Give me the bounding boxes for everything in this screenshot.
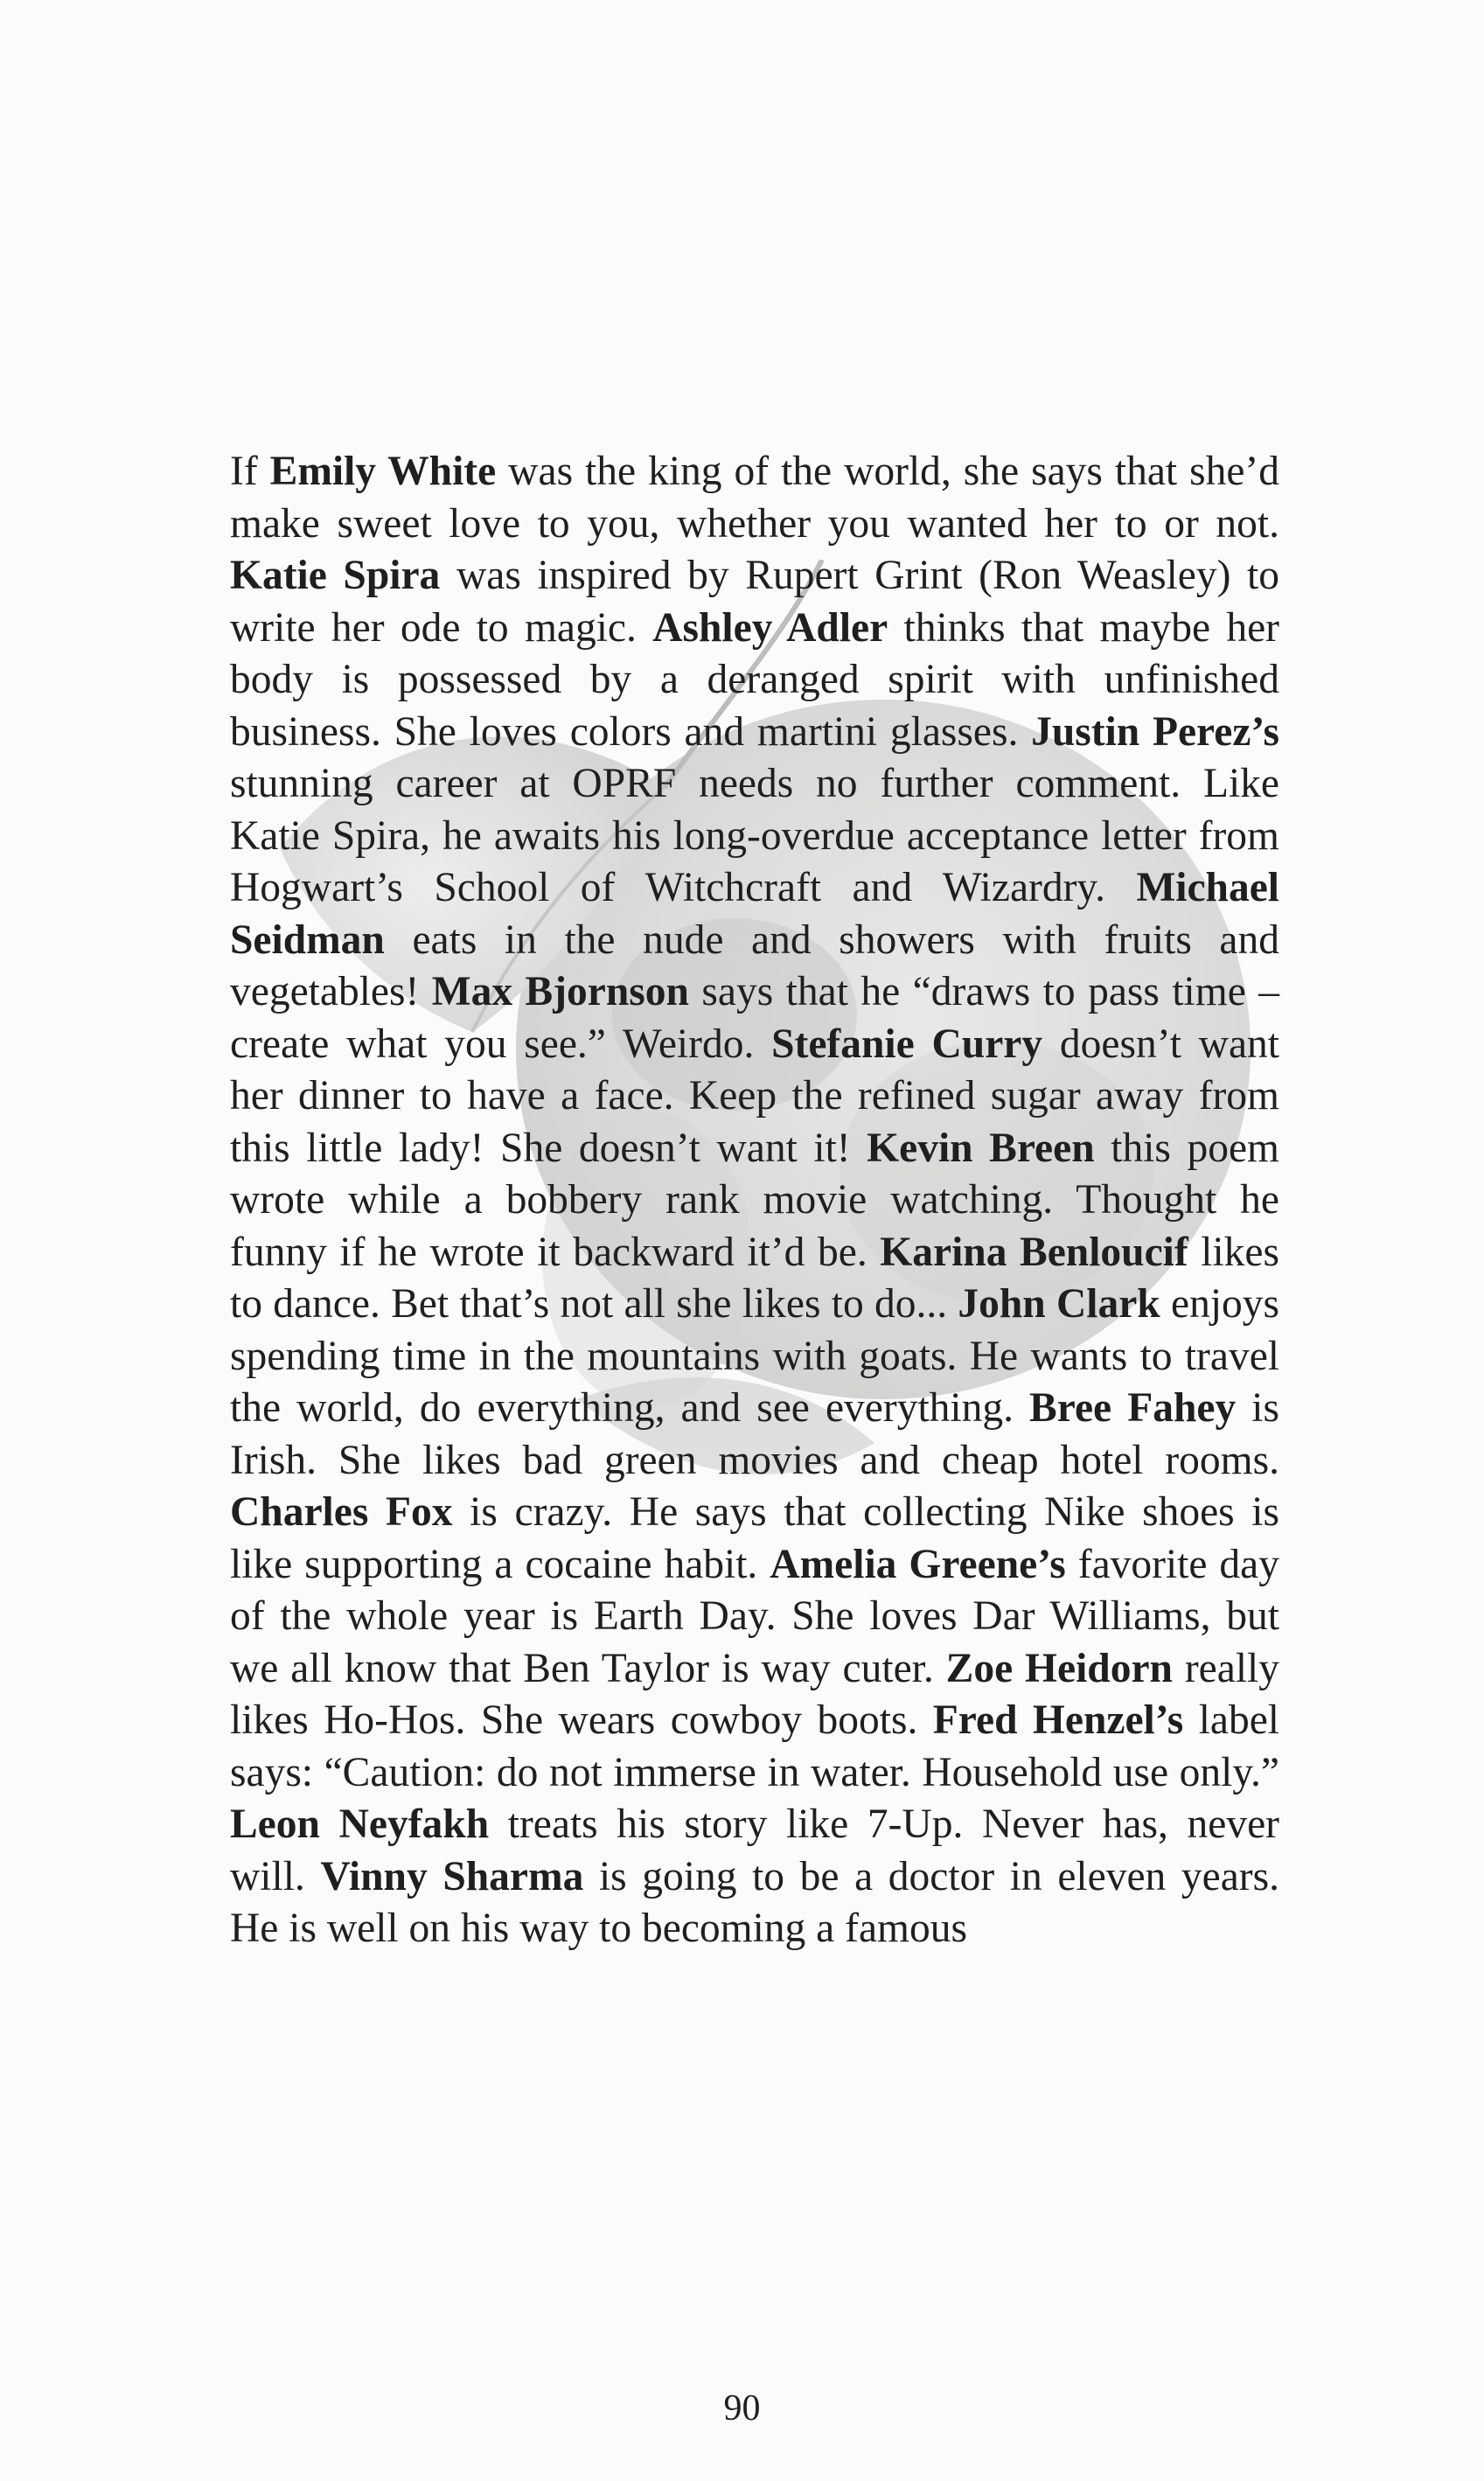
bio-text-run: was the king of the world, she says that she’d make sweet love to you, whether you wanted her to or not. (230, 449, 1279, 547)
bio-text-run: doesn’t want her dinner to have a face. Keep the refined sugar away from this little lady! She doesn’t want it! (230, 1021, 1280, 1171)
bio-text-run: likes to dance. Bet that’s not all she likes to do... (230, 1229, 1279, 1327)
student-name: Justin Perez’s (1031, 708, 1279, 755)
bio-text-run: thinks that maybe her body is possessed by a deranged spirit with unfinished business. She loves colors and martini glasses. (230, 604, 1280, 755)
bio-text-run: says that he “draws to pass time – create what you see.” Weirdo. (230, 969, 1279, 1067)
student-name: Ashley Adler (652, 604, 888, 651)
bio-text-run: If (230, 449, 270, 494)
student-name: Max Bjornson (431, 969, 689, 1014)
bio-text-run: really likes Ho-Hos. She wears cowboy boots. (230, 1645, 1279, 1743)
student-name: Fred Henzel’s (932, 1697, 1184, 1743)
bio-text-run: favorite day of the whole year is Earth Day. She loves Dar Williams, but we all know that Ben Taylor is way cuter. (230, 1541, 1280, 1691)
bio-text-run: stunning career at OPRF needs no further comment. Like Katie Spira, he awaits his long-overdue acceptance letter from Hogwart’s School of Witchcraft and Wizardry. (230, 761, 1279, 910)
student-name: Katie Spira (230, 553, 441, 598)
bio-text-run: eats in the nude and showers with fruits and vegetables! (230, 916, 1279, 1014)
bio-paragraph (230, 446, 1279, 1955)
bio-text-run: treats his story like 7-Up. Never has, never will. (230, 1802, 1279, 1899)
student-name: Stefanie Curry (771, 1021, 1043, 1067)
student-name: Vinny Sharma (320, 1853, 584, 1899)
bio-text-run: this poem wrote while a bobbery rank movie watching. Thought he funny if he wrote it backward it’d be. (230, 1125, 1279, 1275)
student-name: John Clark (958, 1281, 1160, 1327)
bio-text-run: is Irish. She likes bad green movies and cheap hotel rooms. (230, 1385, 1279, 1483)
bio-text-run: is going to be a doctor in eleven years. He is well on his way to becoming a famous (230, 1853, 1279, 1951)
page-number: 90 (723, 2388, 761, 2429)
student-name: Leon Neyfakh (230, 1802, 490, 1847)
student-name: Bree Fahey (1029, 1385, 1237, 1431)
student-name: Amelia Greene’s (770, 1541, 1066, 1587)
student-name: Emily White (269, 449, 497, 494)
bio-text-run: enjoys spending time in the mountains with goats. He wants to travel the world, do everything, and see everything. (230, 1281, 1280, 1431)
bio-text-run: is crazy. He says that collecting Nike shoes is like supporting a cocaine habit. (230, 1489, 1279, 1587)
student-name: Karina Benloucif (880, 1229, 1188, 1275)
student-name: Zoe Heidorn (945, 1645, 1173, 1691)
student-name: Michael Seidman (230, 865, 1279, 963)
bio-text-run: label says: “Caution: do not immerse in water. Household use only.” (230, 1697, 1279, 1795)
bio-text-run: was inspired by Rupert Grint (Ron Weasley) to write her ode to magic. (230, 553, 1279, 651)
student-name: Kevin Breen (867, 1125, 1095, 1171)
student-name: Charles Fox (230, 1489, 453, 1535)
